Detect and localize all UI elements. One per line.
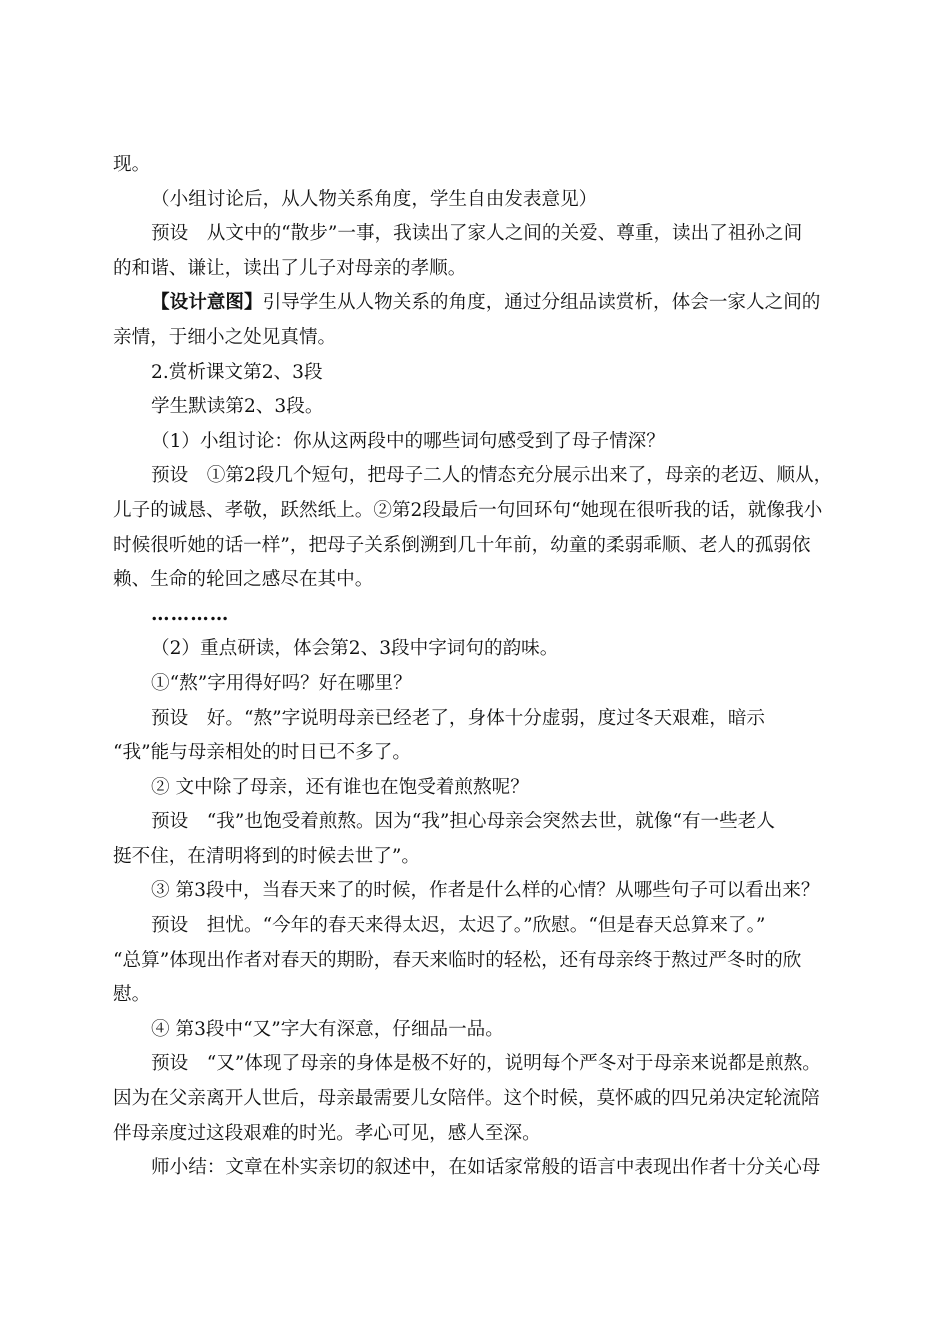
- text-line: [113, 840, 848, 875]
- text-line: [113, 217, 848, 252]
- line-text: 预设 担忧。“今年的春天来得太迟，太迟了。”欣慰。“但是春天总算来了。”: [151, 915, 766, 937]
- text-line: [113, 148, 848, 183]
- line-text: 2.赏析课文第2、3段: [151, 361, 323, 383]
- text-line: [113, 183, 848, 218]
- document-page: [113, 148, 848, 1186]
- line-text: 时候很听她的话一样”，把母子关系倒溯到几十年前，幼童的柔弱乖顺、老人的孤弱依: [113, 534, 811, 556]
- line-text: 赖、生命的轮回之感尽在其中。: [113, 569, 374, 591]
- line-text: 预设 “又”体现了母亲的身体是极不好的，说明每个严冬对于母亲来说都是煎熬。: [151, 1053, 821, 1075]
- line-text: 慰。: [113, 984, 151, 1006]
- line-text: 师小结：文章在朴实亲切的叙述中，在如话家常般的语言中表现出作者十分关心母: [151, 1157, 821, 1179]
- text-line: [113, 944, 848, 979]
- text-line: [113, 978, 848, 1013]
- line-text: 儿子的诚恳、孝敬，跃然纸上。②第2段最后一句回环句“她现在很听我的话，就像我小: [113, 499, 823, 521]
- text-line: [113, 425, 848, 460]
- text-line: [113, 563, 848, 598]
- line-text: 学生默读第2、3段。: [151, 396, 324, 418]
- text-line: [113, 702, 848, 737]
- line-text: 预设 从文中的“散步”一事，我读出了家人之间的关爱、尊重，读出了祖孙之间: [151, 223, 803, 245]
- line-text: ③ 第3段中，当春天来了的时候，作者是什么样的心情？从哪些句子可以看出来？: [151, 880, 820, 902]
- text-line: [113, 1047, 848, 1082]
- line-text: 现。: [113, 154, 151, 175]
- line-text: 预设 “我”也饱受着煎熬。因为“我”担心母亲会突然去世，就像“有一些老人: [151, 811, 775, 833]
- line-text: 预设 ①第2段几个短句，把母子二人的情态充分展示出来了，母亲的老迈、顺从，: [151, 465, 833, 487]
- line-text: （小组讨论后，从人物关系角度，学生自由发表意见）: [151, 188, 598, 210]
- line-text: 挺不住，在清明将到的时候去世了”。: [113, 845, 421, 867]
- text-line: [113, 1013, 848, 1048]
- line-text: ② 文中除了母亲，还有谁也在饱受着煎熬呢？: [151, 776, 529, 798]
- ellipsis-line: [113, 598, 848, 633]
- text-line: [113, 736, 848, 771]
- section-heading: [113, 356, 848, 391]
- text-line: [113, 1082, 848, 1117]
- text-line: [113, 805, 848, 840]
- line-text: 亲情，于细小之处见真情。: [113, 326, 337, 348]
- text-line: [113, 252, 848, 287]
- line-text: 的和谐、谦让，读出了儿子对母亲的孝顺。: [113, 257, 467, 279]
- text-line: [113, 459, 848, 494]
- text-line: [113, 909, 848, 944]
- line-text: ①“熬”字用得好吗？好在哪里？: [151, 672, 412, 694]
- text-line: [113, 771, 848, 806]
- text-line: [113, 494, 848, 529]
- line-text: “我”能与母亲相处的时日已不多了。: [113, 742, 411, 764]
- design-intent-label: 【设计意图】: [151, 292, 263, 314]
- line-text: 引导学生从人物关系的角度，通过分组品读赏析，体会一家人之间的: [262, 292, 821, 314]
- text-line: [113, 1117, 848, 1152]
- text-line: [113, 874, 848, 909]
- text-line: [113, 390, 848, 425]
- text-line: [113, 632, 848, 667]
- text-line: [113, 667, 848, 702]
- line-text: 因为在父亲离开人世后，母亲最需要儿女陪伴。这个时候，莫怀戚的四兄弟决定轮流陪: [113, 1088, 820, 1110]
- text-line: [113, 1151, 848, 1186]
- line-text: ④ 第3段中“又”字大有深意，仔细品一品。: [151, 1018, 504, 1040]
- line-text: “总算”体现出作者对春天的期盼，春天来临时的轻松，还有母亲终于熬过严冬时的欣: [113, 949, 802, 971]
- text-line: [113, 529, 848, 564]
- design-intent-line: [113, 286, 848, 321]
- line-text: （1）小组讨论：你从这两段中的哪些词句感受到了母子情深？: [151, 430, 665, 452]
- line-text: 伴母亲度过这段艰难的时光。孝心可见，感人至深。: [113, 1122, 541, 1144]
- line-text: 预设 好。“熬”字说明母亲已经老了，身体十分虚弱，度过冬天艰难，暗示: [151, 707, 766, 729]
- line-text: …………: [151, 603, 230, 625]
- text-line: [113, 321, 848, 356]
- line-text: （2）重点研读，体会第2、3段中字词句的韵味。: [151, 638, 559, 660]
